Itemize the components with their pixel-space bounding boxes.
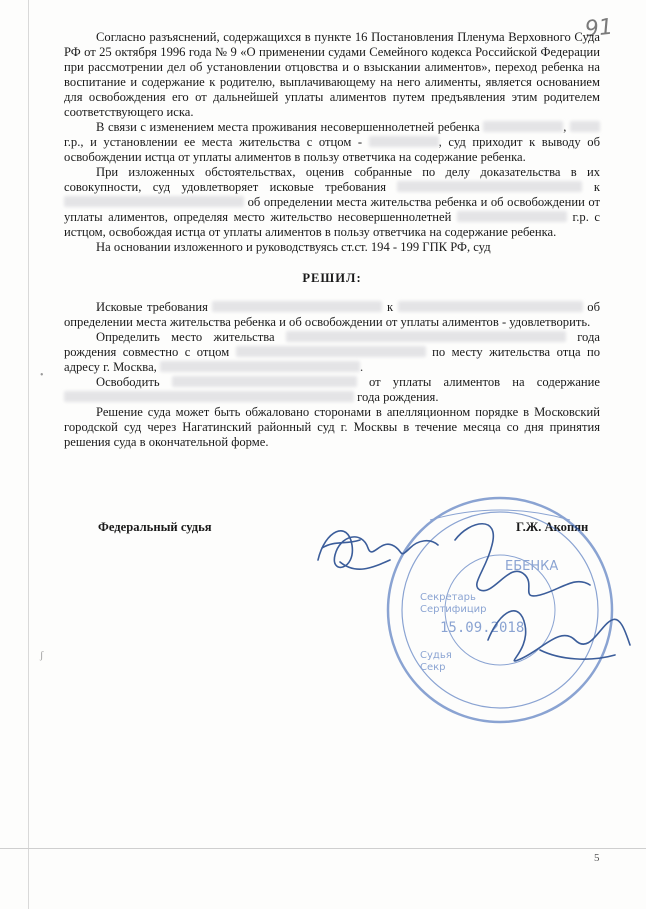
- ruling-residence: Определить место жительства года рождения совместно с отцом по месту жительства отца по адресу г. Москва, .: [64, 330, 601, 374]
- judge-title: Федеральный судья: [98, 520, 212, 534]
- paragraph-explanation: Согласно разъяснений, содержащихся в пункте 16 Постановления Пленума Верховного Суда РФ от 25 октября 1996 года № 9 «О применении судами Семейного кодекса Российской Федерации при рассмотрении дел об установлении отцовства и о взыскании алиментов», переход ребенка на воспитание и содержание к родителю, выплачивающему на него алименты, является основанием для освобождения его от дальнейшей уплаты алиментов путем предъявления этим родителем соответствующего иска.: [64, 30, 600, 119]
- paragraph-residence-change: В связи с изменением места проживания несовершеннолетней ребенка , г.р., и установлении ее места жительства с отцом - , суд приходит к выводу об освобождении истца от уплаты алиментов в пользу ответчика на содержание ребенка.: [64, 120, 600, 164]
- court-seal: [388, 498, 612, 722]
- page-number: 5: [594, 852, 600, 864]
- seal-fragment: ЕБЕНКА: [505, 559, 559, 574]
- paragraph-legal-basis: На основании изложенного и руководствуясь ст.ст. 194 - 199 ГПК РФ, суд: [96, 240, 491, 254]
- page-bottom-rule: [0, 848, 646, 849]
- ruling-release: Освободить от уплаты алиментов на содержание года рождения.: [64, 375, 600, 405]
- seal-fragment: Секретарь: [420, 592, 476, 603]
- handwritten-page-number: 91: [583, 14, 615, 43]
- judge-name: Г.Ж. Акопян: [516, 520, 589, 534]
- seal-fragment: Сертифицир: [420, 604, 487, 615]
- ruling-claims: Исковые требования к об определении места жительства ребенка и об освобождении от уплаты алиментов - удовлетворить.: [64, 300, 600, 329]
- binding-mark: ʃ: [40, 650, 44, 661]
- decision-heading: РЕШИЛ:: [302, 271, 362, 285]
- signature-right: [455, 524, 630, 661]
- seal-fragment: Судья: [420, 650, 452, 661]
- ruling-appeal: Решение суда может быть обжаловано сторонами в апелляционном порядке в Московский городской суд через Нагатинский районный суд г. Москвы в течение месяца со дня принятия решения суда в окончательной форме.: [64, 405, 600, 449]
- seal-date: 15.09.2018: [440, 620, 525, 636]
- signature-left: [318, 531, 438, 569]
- binding-mark: •: [40, 370, 44, 381]
- paragraph-conclusion: При изложенных обстоятельствах, оценив собранные по делу доказательства в их совокупности, суд удовлетворяет исковые требования к об определении места жительства ребенка и об освобождении от уплаты алиментов, определяя место жительство несовершеннолетней г.р. с истцом, освобождая истца от уплаты алиментов в пользу ответчика на содержание ребенка.: [64, 165, 600, 239]
- seal-fragment: Секр: [420, 662, 446, 673]
